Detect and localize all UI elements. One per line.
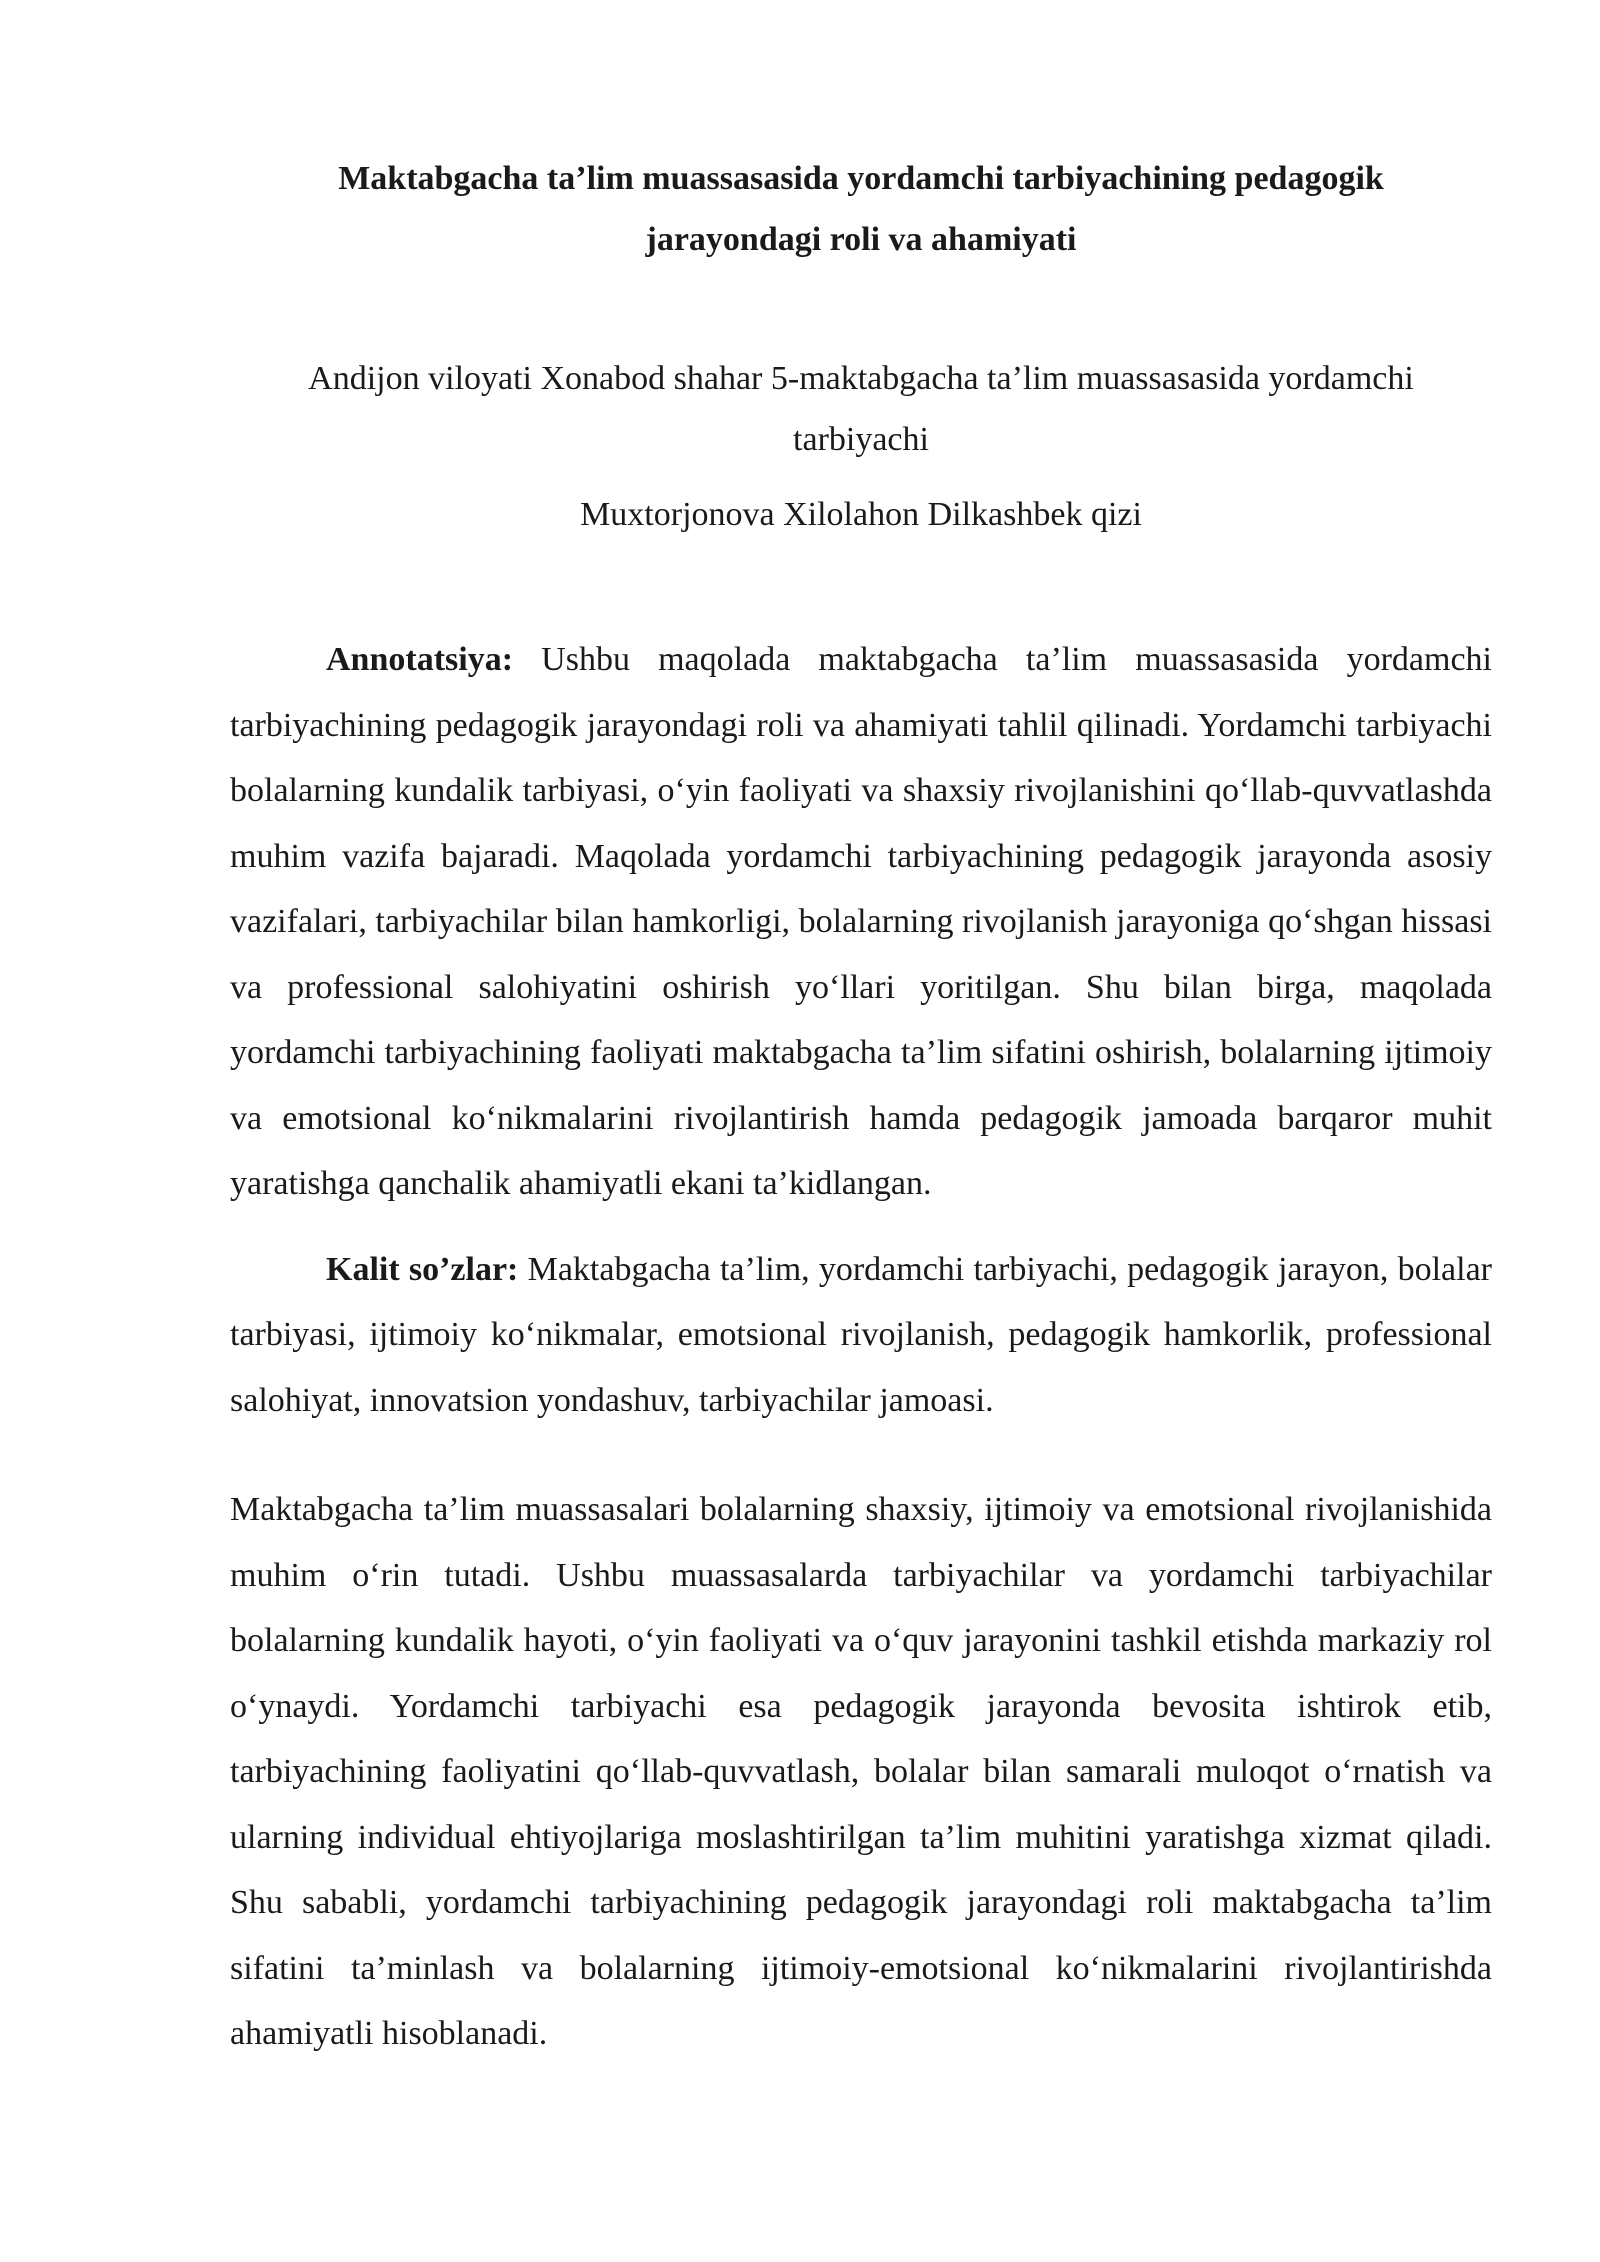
author-name: Muxtorjonova Xilolahon Dilkashbek qizi xyxy=(580,496,1142,533)
document-page xyxy=(230,148,1492,2067)
author-affiliation: Andijon viloyati Xonabod shahar 5-maktabgacha ta’lim muassasasida yordamchi tarbiyachi xyxy=(308,360,1414,458)
article-title: Maktabgacha ta’lim muassasasida yordamchi tarbiyachining pedagogik jarayondagi roli va ahamiyati xyxy=(338,160,1384,258)
abstract-label: Annotatsiya: xyxy=(326,641,514,678)
body-paragraph: Maktabgacha ta’lim muassasalari bolalarning shaxsiy, ijtimoiy va emotsional rivojlanishida muhim o‘rin tutadi. Ushbu muassasalarda tarbiyachilar va yordamchi tarbiyachilar bolalarning kundalik hayoti, o‘yin faoliyati va o‘quv jarayonini tashkil etishda markaziy rol o‘ynaydi. Yordamchi tarbiyachi esa pedagogik jarayonda bevosita ishtirok etib, tarbiyachining faoliyatini qo‘llab-quvvatlash, bolalar bilan samarali muloqot o‘rnatish va ularning individual ehtiyojlariga moslashtirilgan ta’lim muhitini yaratishga xizmat qiladi. Shu sababli, yordamchi tarbiyachining pedagogik jarayondagi roli maktabgacha ta’lim sifatini ta’minlash va bolalarning ijtimoiy-emotsional ko‘nikmalarini rivojlantirishda ahamiyatli hisoblanadi. xyxy=(230,1491,1492,2052)
keywords-text: Maktabgacha ta’lim, yordamchi tarbiyachi, pedagogik jarayon, bolalar tarbiyasi, ijtimoiy ko‘nikmalar, emotsional rivojlanish, pedagogik hamkorlik, professional salohiyat, innovatsion yondashuv, tarbiyachilar jamoasi. xyxy=(230,1250,1493,1419)
keywords-paragraph xyxy=(230,1237,1492,1434)
keywords-label: Kalit so’zlar: xyxy=(326,1250,519,1288)
abstract-text: Ushbu maqolada maktabgacha ta’lim muassasasida yordamchi tarbiyachining pedagogik jarayondagi roli va ahamiyati tahlil qilinadi. Yordamchi tarbiyachi bolalarning kundalik tarbiyasi, o‘yin faoliyati va shaxsiy rivojlanishini qo‘llab-quvvatlashda muhim vazifa bajaradi. Maqolada yordamchi tarbiyachining pedagogik jarayonda asosiy vazifalari, tarbiyachilar bilan hamkorligi, bolalarning rivojlanish jarayoniga qo‘shgan hissasi va professional salohiyatini oshirish yo‘llari yoritilgan. Shu bilan birga, maqolada yordamchi tarbiyachining faoliyati maktabgacha ta’lim sifatini oshirish, bolalarning ijtimoiy va emotsional ko‘nikmalarini rivojlantirish hamda pedagogik jamoada barqaror muhit yaratishga qanchalik ahamiyatli ekani ta’kidlangan. xyxy=(230,641,1492,1202)
abstract-paragraph xyxy=(230,627,1492,1217)
